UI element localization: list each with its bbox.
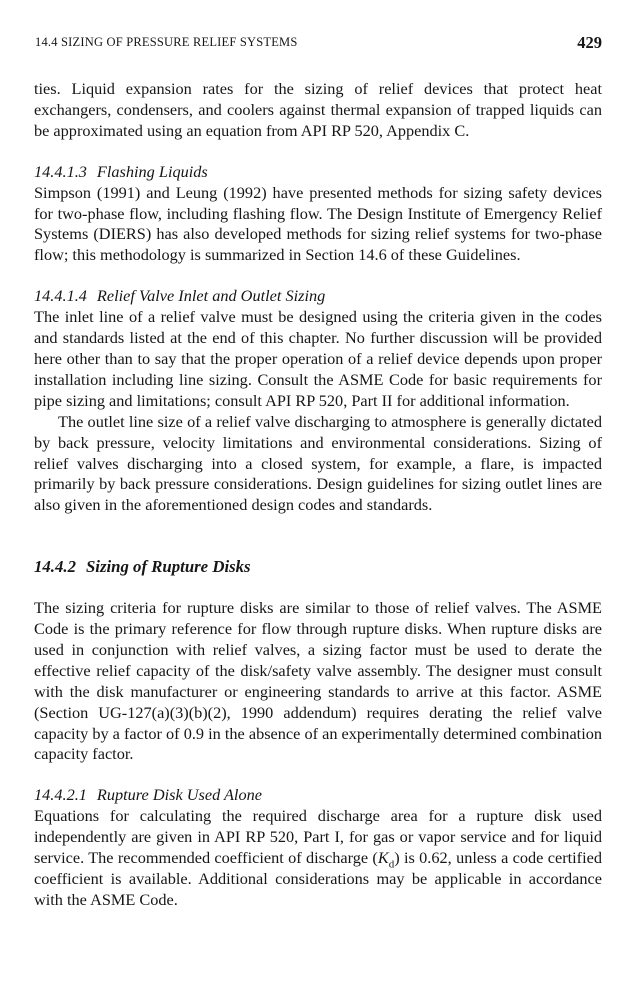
paragraph-text-start: Equations for calculating the required discharge area for a rupture disk used independently are given in API RP 520, Part I, for gas or vapor service and for liquid service. The recommended coefficient of discharge ( — [34, 806, 602, 868]
heading-number: 14.4.2 — [34, 557, 76, 577]
heading-number: 14.4.2.1 — [34, 785, 87, 805]
discharge-coefficient-symbol: K — [377, 848, 389, 868]
discharge-coefficient-subscript: d — [388, 858, 395, 871]
running-title: 14.4 SIZING OF PRESSURE RELIEF SYSTEMS — [35, 35, 298, 49]
heading-number: 14.4.1.3 — [34, 161, 87, 181]
subsection-heading-inlet-outlet-sizing — [34, 286, 602, 307]
heading-title: Flashing Liquids — [96, 161, 208, 181]
paragraph-outlet-sizing: The outlet line size of a relief valve discharging to atmosphere is generally dictated by back pressure, velocity limitations and environmental considerations. Sizing of relief valves discharging into a closed system, for example, a flare, is impacted primarily by back pressure considerations. Design guidelines for sizing outlet lines are also given in the aforementioned design codes and standards. — [34, 411, 602, 515]
heading-title: Relief Valve Inlet and Outlet Sizing — [96, 286, 326, 306]
page-number: 429 — [577, 33, 602, 52]
heading-title: Sizing of Rupture Disks — [85, 557, 251, 577]
paragraph-rupture-disks: The sizing criteria for rupture disks are similar to those of relief valves. The ASME Code is the primary reference for flow through rupture disks. When rupture disks are used in conjunction with relief valves, a sizing factor must be used to derate the effective relief capacity of the disk/safety valve assembly. The designer must consult with the disk manufacturer or engineering standards to arrive at this factor. ASME (Section UG-127(a)(3)(b)(2), 1990 addendum) requires derating the relief valve capacity by a factor of 0.9 in the absence of an experimentally determined combination capacity factor. — [34, 598, 602, 764]
subsection-heading-rupture-disk-alone — [34, 785, 602, 806]
subsection-heading-flashing-liquids — [34, 162, 602, 183]
paragraph-rupture-disk-alone — [34, 806, 602, 911]
heading-title: Rupture Disk Used Alone — [96, 785, 262, 805]
paragraph-continued: ties. Liquid expansion rates for the sizing of relief devices that protect heat exchangers, condensers, and coolers against thermal expansion of trapped liquids can be approximated using an equation from API RP 520, Appendix C. — [34, 79, 602, 140]
heading-number: 14.4.1.4 — [34, 286, 87, 306]
paragraph-text-end: ) is 0.62, unless a code certified coefficient is available. Additional considerations may be applicable in accordance with the ASME Code. — [34, 848, 602, 909]
running-header — [35, 33, 602, 55]
paragraph-flashing-liquids: Simpson (1991) and Leung (1992) have presented methods for sizing safety devices for two-phase flow, including flashing flow. The Design Institute of Emergency Relief Systems (DIERS) has also developed methods for sizing relief systems for two-phase flow; this methodology is summarized in Section 14.6 of these Guidelines. — [34, 182, 602, 265]
body-text — [34, 79, 602, 911]
section-heading-rupture-disks — [34, 557, 602, 578]
paragraph-inlet-sizing: The inlet line of a relief valve must be designed using the criteria given in the codes and standards listed at the end of this chapter. No further discussion will be provided here other than to say that the proper operation of a relief device depends upon proper installation including line sizing. Consult the ASME Code for basic requirements for pipe sizing and limitations; consult API RP 520, Part II for additional information. — [34, 307, 602, 410]
